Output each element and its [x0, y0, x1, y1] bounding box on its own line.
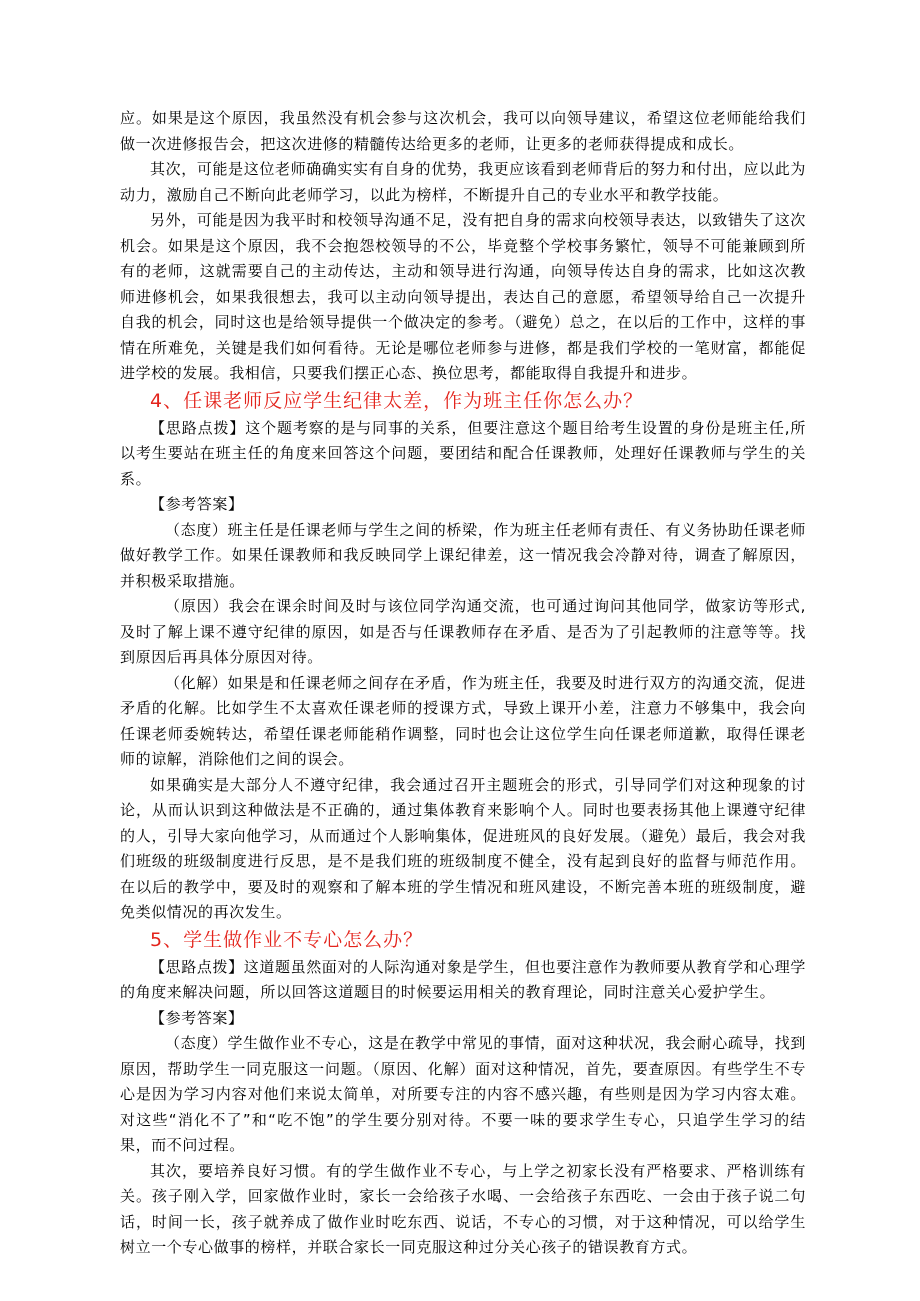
paragraph: 其次，可能是这位老师确确实实有自身的优势，我更应该看到老师背后的努力和付出，应以此为动力，激励自己不断向此老师学习，以此为榜样，不断提升自己的专业水平和教学技能。	[120, 160, 806, 204]
question-5-heading: 5、学生做作业不专心怎么办？	[150, 928, 424, 951]
question-4-answer-paragraph: （化解）如果是和任课老师之间存在矛盾，作为班主任，我要及时进行双方的沟通交流，促进矛盾的化解。比如学生不太喜欢任课老师的授课方式，导致上课开小差，注意力不够集中，我会向任课老师委婉转达，希望任课老师能稍作调整，同时也会让这位学生向任课老师道歉，取得任课老师的谅解，消除他们之间的误会。	[120, 673, 806, 768]
question-5-tip: 【思路点拨】这道题虽然面对的人际沟通对象是学生，但也要注意作为教师要从教育学和心理学的角度来解决问题，所以回答这道题目的时候要运用相关的教育理论，同时注意关心爱护学生。	[120, 957, 806, 1001]
question-4-answer-paragraph: 如果确实是大部分人不遵守纪律，我会通过召开主题班会的形式，引导同学们对这种现象的讨论，从而认识到这种做法是不正确的，通过集体教育来影响个人。同时也要表扬其他上课遵守纪律的人，引导大家向他学习，从而通过个人影响集体，促进班风的良好发展。（避免）最后，我会对我们班级的班级制度进行反思，是不是我们班的班级制度不健全，没有起到良好的监督与师范作用。在以后的教学中，要及时的观察和了解本班的学生情况和班风建设，不断完善本班的班级制度，避免类似情况的再次发生。	[120, 775, 806, 921]
question-5-answer-label: 【参考答案】	[150, 1008, 244, 1027]
paragraph: 应。如果是这个原因，我虽然没有机会参与这次机会，我可以向领导建议，希望这位老师能给我们做一次进修报告会，把这次进修的精髓传达给更多的老师，让更多的老师获得提成和成长。	[120, 109, 806, 153]
question-4-tip: 【思路点拨】这个题考察的是与同事的关系，但要注意这个题目给考生设置的身份是班主任,所以考生要站在班主任的角度来回答这个问题，要团结和配合任课教师，处理好任课教师与学生的关系。	[120, 418, 806, 488]
paragraph: 另外，可能是因为我平时和校领导沟通不足，没有把自身的需求向校领导表达，以致错失了这次机会。如果是这个原因，我不会抱怨校领导的不公，毕竟整个学校事务繁忙，领导不可能兼顾到所有的老师，这就需要自己的主动传达，主动和领导进行沟通，向领导传达自身的需求，比如这次教师进修机会，如果我很想去，我可以主动向领导提出，表达自己的意愿，希望领导给自己一次提升自我的机会，同时这也是给领导提供一个做决定的参考。（避免）总之，在以后的工作中，这样的事情在所难免，关键是我们如何看待。无论是哪位老师参与进修，都是我们学校的一笔财富，都能促进学校的发展。我相信，只要我们摆正心态、换位思考，都能取得自我提升和进步。	[120, 211, 806, 382]
document-page	[120, 106, 806, 1261]
question-5-answer-paragraph: 其次，要培养良好习惯。有的学生做作业不专心，与上学之初家长没有严格要求、严格训练有关。孩子刚入学，回家做作业时，家长一会给孩子水喝、一会给孩子东西吃、一会由于孩子说二句话，时间一长，孩子就养成了做作业时吃东西、说话，不专心的习惯，对于这种情况，可以给学生树立一个专心做事的榜样，并联合家长一同克服这种过分关心孩子的错误教育方式。	[120, 1161, 806, 1256]
question-4-answer-paragraph: （原因）我会在课余时间及时与该位同学沟通交流，也可通过询问其他同学，做家访等形式,及时了解上课不遵守纪律的原因，如是否与任课教师存在矛盾、是否为了引起教师的注意等等。找到原因后再具体分原因对待。	[120, 597, 806, 666]
question-4-answer-paragraph: （态度）班主任是任课老师与学生之间的桥梁，作为班主任老师有责任、有义务协助任课老师做好教学工作。如果任课教师和我反映同学上课纪律差，这一情况我会冷静对待，调查了解原因，并积极采取措施。	[120, 520, 806, 590]
question-4-answer-label: 【参考答案】	[150, 495, 244, 513]
question-4-heading: 4、任课老师反应学生纪律太差，作为班主任你怎么办？	[150, 389, 644, 412]
question-5-answer-paragraph: （态度）学生做作业不专心，这是在教学中常见的事情，面对这种状况，我会耐心疏导，找到原因，帮助学生一同克服这一问题。（原因、化解）面对这种情况，首先，要查原因。有些学生不专心是因为学习内容对他们来说太简单，对所要专注的内容不感兴趣，有些则是因为学习内容太难。对这些“消化不了”和“吃不饱”的学生要分别对待。不要一味的要求学生专心，只追学生学习的结果，而不问过程。	[120, 1034, 806, 1154]
